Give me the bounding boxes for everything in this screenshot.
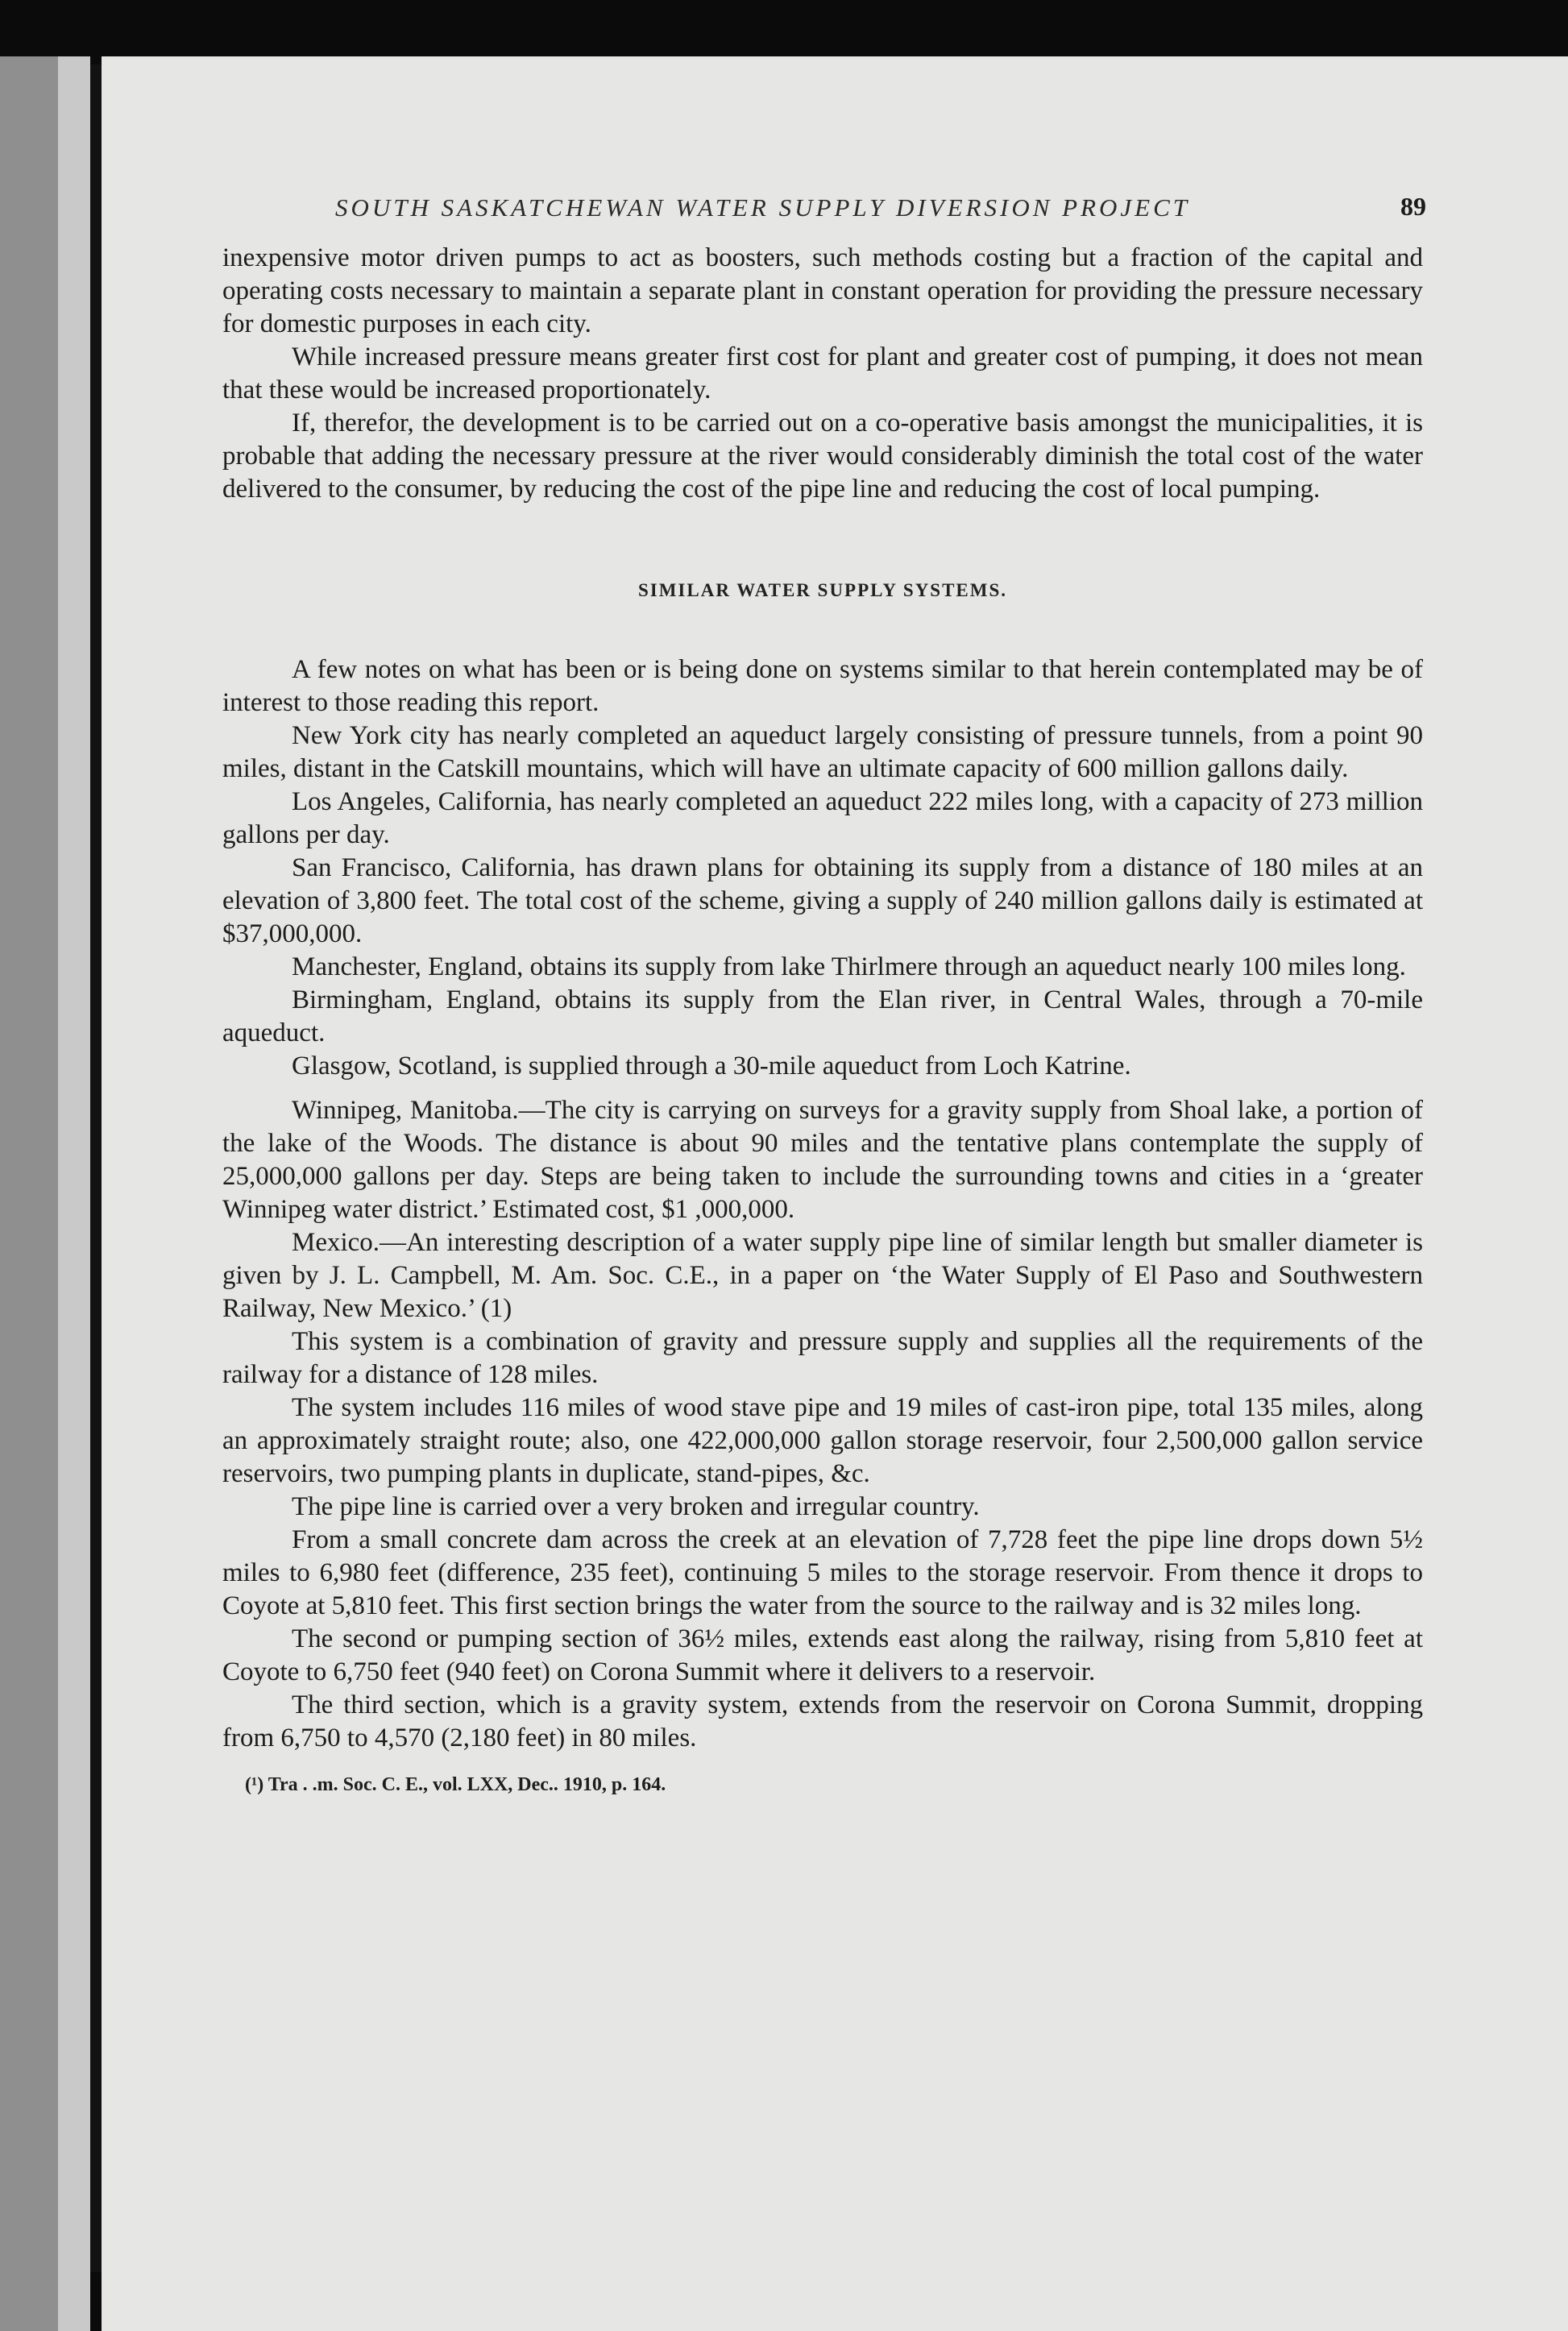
page-gutter (58, 56, 90, 2331)
section-heading: SIMILAR WATER SUPPLY SYSTEMS. (637, 580, 1008, 600)
running-head (222, 192, 1426, 242)
paragraph-winnipeg: Winnipeg, Manitoba.—The city is carrying on surveys for a gravity supply from Shoal lake, a portion of the lake of the Woods. The distance is about 90 miles and the tentative plans contemplate the supply of 25,000,000 gallons per day. Steps are being taken to include the surrounding towns and cities in a ‘greater Winnipeg water district.’ Estimated cost, $1 ,000,000. (222, 1096, 1423, 1224)
body-text (222, 242, 1423, 1755)
paragraph: From a small concrete dam across the creek at an elevation of 7,728 feet the pipe line drops down 5½ miles to 6,980 feet (difference, 235 feet), continuing 5 miles to the storage reservoir. From thence it drops to Coyote at 5,810 feet. This first section brings the water from the source to the railway and is 32 miles long. (222, 1525, 1423, 1620)
mexico-text: Mexico.—An interesting description of a water supply pipe line of similar length but smaller diameter is given by J. L. Campbell, M. Am. Soc. C.E., in a paper on ‘the Water Supply of El Paso and Southwestern Railway, New Mexico.’ (222, 1228, 1423, 1323)
paragraph: Los Angeles, California, has nearly completed an aqueduct 222 miles long, with a capacity of 273 million gallons per day. (222, 787, 1423, 849)
paragraph: The pipe line is carried over a very broken and irregular country. (292, 1492, 980, 1521)
footnote-marker: (1) (480, 1294, 512, 1323)
paragraph: The third section, which is a gravity system, extends from the reservoir on Corona Summit, dropping from 6,750 to 4,570 (2,180 feet) in 80 miles. (222, 1690, 1423, 1752)
footnote: (¹) Tra . .m. Soc. C. E., vol. LXX, Dec.. 1910, p. 164. (245, 1774, 666, 1795)
paragraph: New York city has nearly completed an aqueduct largely consisting of pressure tunnels, from a point 90 miles, distant in the Catskill mountains, which will have an ultimate capacity of 600 million gallons daily. (222, 721, 1423, 783)
paragraph: The system includes 116 miles of wood stave pipe and 19 miles of cast-iron pipe, total 135 miles, along an approximately straight route; also, one 422,000,000 gallon storage reservoir, four 2,500,000 gallon service reservoirs, two pumping plants in duplicate, stand-pipes, &c. (222, 1393, 1423, 1488)
footnote-spacer (222, 1755, 1423, 1774)
paragraph: If, therefor, the development is to be carried out on a co-operative basis amongst the municipalities, it is probable that adding the necessary pressure at the river would considerably diminish the total cost of the water delivered to the consumer, by reducing the cost of the pipe line and reducing the cost of local pumping. (222, 409, 1423, 504)
paragraph: This system is a combination of gravity and pressure supply and supplies all the requirements of the railway for a distance of 128 miles. (222, 1327, 1423, 1389)
paragraph: Birmingham, England, obtains its supply from the Elan river, in Central Wales, through a 70-mile aqueduct. (222, 985, 1423, 1047)
binding-rule (90, 64, 102, 2272)
paragraph: Glasgow, Scotland, is supplied through a 30-mile aqueduct from Loch Katrine. (292, 1051, 1131, 1080)
previous-page-edge (0, 56, 58, 2331)
paragraph: inexpensive motor driven pumps to act as boosters, such methods costing but a fraction of the capital and operating costs necessary to maintain a separate plant in constant operation for providing the pressure necessary for domestic purposes in each city. (222, 243, 1423, 338)
page-sheet (102, 56, 1568, 2331)
running-title: SOUTH SASKATCHEWAN WATER SUPPLY DIVERSION PROJECT (335, 193, 1191, 222)
paragraph: Manchester, England, obtains its supply from lake Thirlmere through an aqueduct nearly 100 miles long. (292, 952, 1406, 981)
paragraph: San Francisco, California, has drawn plans for obtaining its supply from a distance of 180 miles at an elevation of 3,800 feet. The total cost of the scheme, giving a supply of 240 million gallons daily is estimated at $37,000,000. (222, 853, 1423, 948)
paragraph: The second or pumping section of 36½ miles, extends east along the railway, rising from 5,810 feet at Coyote to 6,750 feet (940 feet) on Corona Summit where it delivers to a reservoir. (222, 1624, 1423, 1686)
paragraph: While increased pressure means greater first cost for plant and greater cost of pumping, it does not mean that these would be increased proportionately. (222, 342, 1423, 404)
paragraph: A few notes on what has been or is being done on systems similar to that herein contemplated may be of interest to those reading this report. (222, 655, 1423, 717)
page-content (222, 192, 1426, 1796)
page-number: 89 (1400, 192, 1426, 221)
paragraph-mexico (222, 1226, 1423, 1325)
